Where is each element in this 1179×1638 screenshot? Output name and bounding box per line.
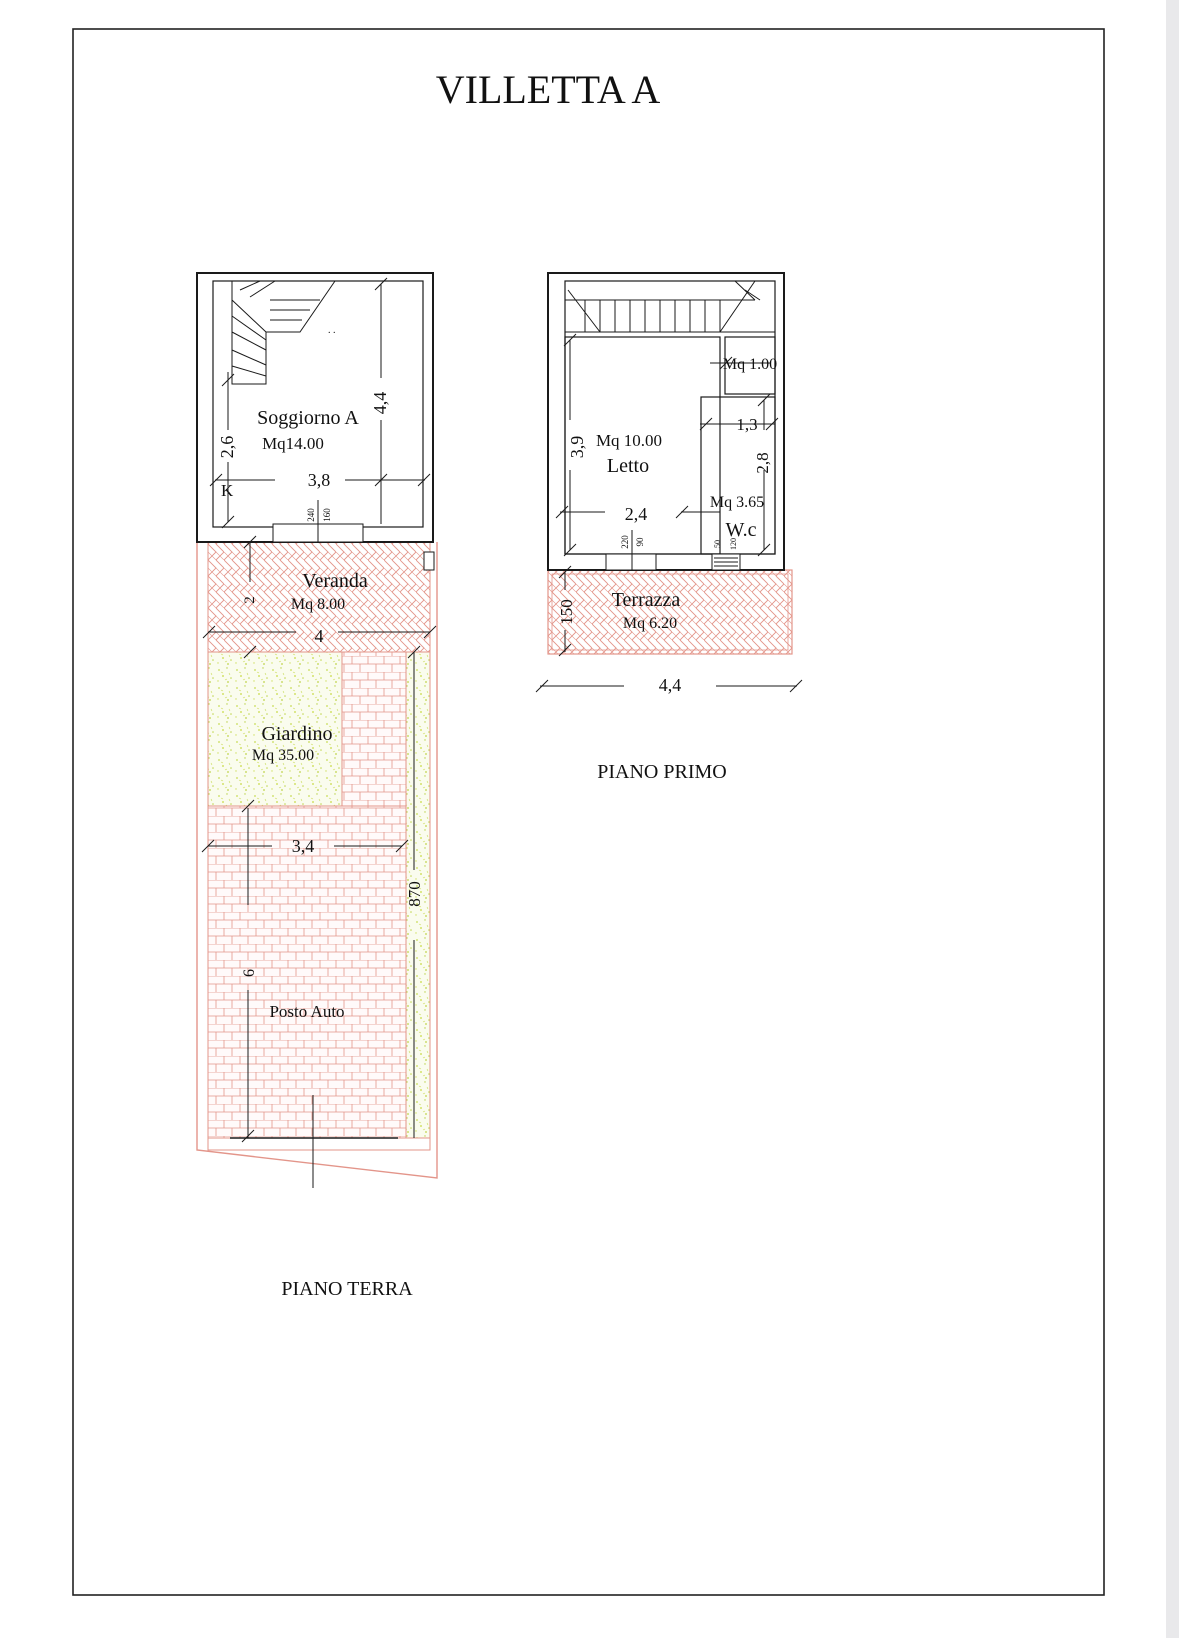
dim-door-b-first: 90 — [635, 537, 645, 547]
terrazza-floor — [548, 570, 792, 654]
posto-auto-name: Posto Auto — [269, 1002, 345, 1021]
dim-wc-door-a: 50 — [713, 540, 722, 548]
terrace-door — [606, 554, 656, 570]
ground-floor-inner-wall — [213, 281, 423, 527]
dim-veranda-depth: 2 — [242, 596, 258, 604]
dim-veranda-width: 4 — [314, 626, 324, 646]
dim-height-room: 4,4 — [370, 391, 390, 415]
veranda-pillar — [424, 552, 434, 570]
stair-dots: . . — [328, 325, 336, 336]
veranda-area: Mq 8.00 — [290, 596, 346, 613]
ground-floor-plan — [197, 273, 437, 1300]
closet-area: Mq 1.00 — [722, 356, 778, 373]
dim-wc-width: 1,3 — [736, 415, 758, 434]
dim-door-a: 240 — [306, 508, 316, 522]
ground-floor-label: PIANO TERRA — [281, 1278, 413, 1300]
soggiorno-area: Mq14.00 — [262, 434, 324, 453]
giardino-name: Giardino — [261, 723, 333, 745]
ground-stairs — [232, 281, 335, 384]
dim-parking-length: 6 — [241, 969, 258, 977]
paving-path — [342, 652, 406, 806]
letto-area: Mq 10.00 — [595, 431, 663, 450]
terrazza-area: Mq 6.20 — [622, 615, 678, 632]
dim-width-room: 3,8 — [307, 470, 331, 490]
dim-parking-width: 3,4 — [291, 836, 315, 856]
dim-terrace-depth: 150 — [557, 599, 576, 625]
kitchen-mark: K — [221, 481, 234, 500]
dim-door-a-first: 220 — [620, 535, 630, 549]
dim-letto-height: 3,9 — [567, 435, 587, 459]
giardino-area: Mq 35.00 — [251, 747, 315, 764]
curb — [208, 1138, 430, 1150]
dim-door-b: 160 — [322, 508, 332, 522]
wc-area: Mq 3.65 — [709, 494, 765, 511]
first-floor-label: PIANO PRIMO — [597, 761, 727, 783]
veranda-name: Veranda — [302, 570, 368, 592]
first-floor-plan — [536, 273, 802, 783]
title: VILLETTA A — [435, 67, 661, 112]
dim-letto-width: 2,4 — [624, 504, 648, 524]
letto-name: Letto — [606, 455, 650, 477]
dim-height-kitchen: 2,6 — [217, 435, 237, 459]
dim-wc-door-b: 120 — [729, 538, 738, 550]
soggiorno-name: Soggiorno A — [257, 407, 359, 429]
wc-name: W.c — [725, 519, 757, 541]
terrazza-name: Terrazza — [611, 589, 681, 611]
dim-lot-length: 870 — [405, 881, 424, 907]
first-stairs — [565, 281, 775, 332]
dim-overall-width: 4,4 — [658, 675, 682, 695]
dim-wc-height: 2,8 — [753, 452, 772, 474]
